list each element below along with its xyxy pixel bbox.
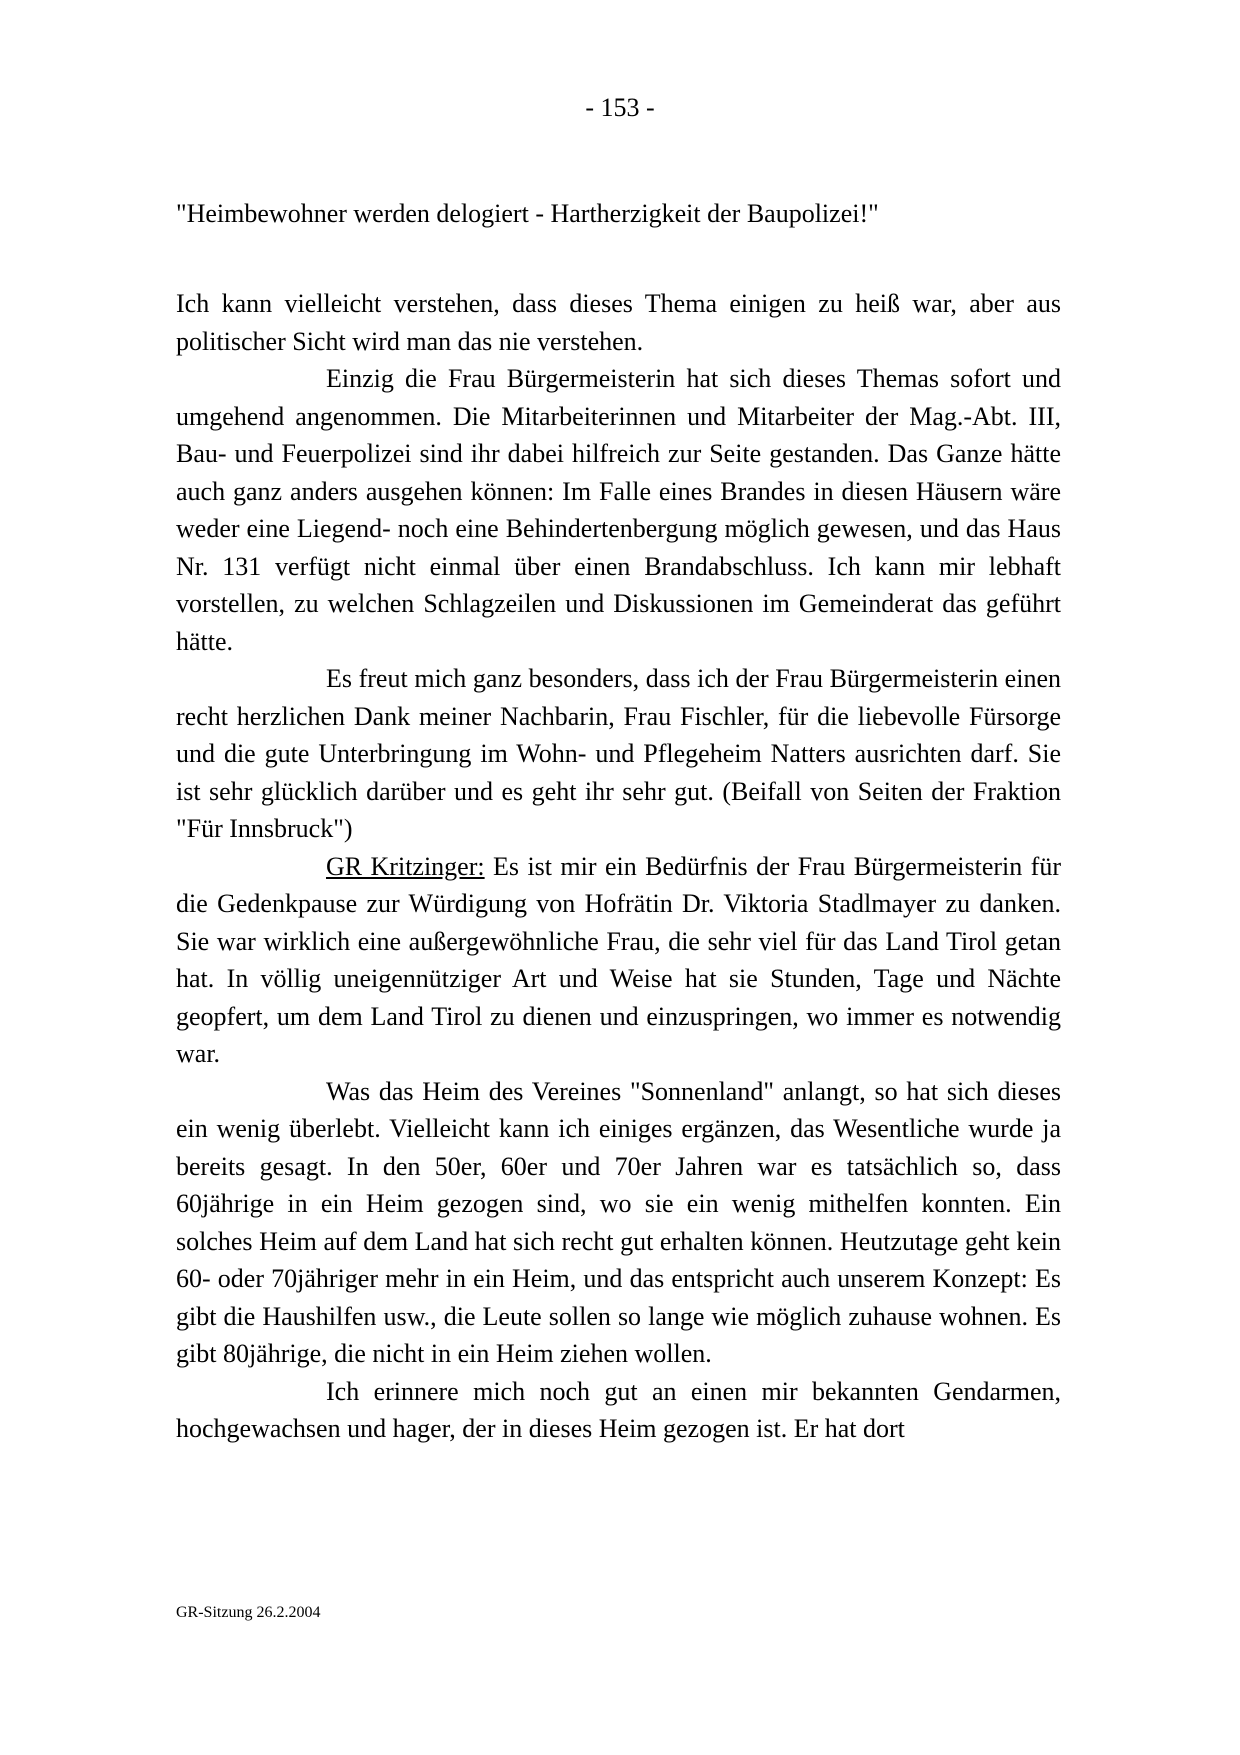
paragraph: Was das Heim des Vereines "Sonnenland" anlangt, so hat sich dieses ein wenig überlebt. Vielleicht kann ich einiges ergänzen, das Wesentliche wurde ja bereits gesagt. In den 50er, 60er und 70er Jahren war es tatsächlich so, dass 60jährige in ein Heim gezogen sind, wo sie ein wenig mithelfen konnten. Ein solches Heim auf dem Land hat sich recht gut erhalten können. Heutzutage geht kein 60- oder 70jähriger mehr in ein Heim, und das entspricht auch unserem Konzept: Es gibt die Haushilfen usw., die Leute sollen so lange wie möglich zuhause wohnen. Es gibt 80jährige, die nicht in ein Heim ziehen wollen. — [176, 1076, 1061, 1368]
footer-session-date: GR-Sitzung 26.2.2004 — [176, 1604, 321, 1621]
section-heading: "Heimbewohner werden delogiert - Hartherzigkeit der Baupolizei!" — [176, 199, 879, 228]
document-body — [176, 285, 1061, 1448]
speaker-statement-text: Es ist mir ein Bedürfnis der Frau Bürgermeisterin für die Gedenkpause zur Würdigung von Hofrätin Dr. Viktoria Stadlmayer zu danken. Sie war wirklich eine außergewöhnliche Frau, die sehr viel für das Land Tirol getan hat. In völlig uneigennütziger Art und Weise hat sie Stunden, Tage und Nächte geopfert, um dem Land Tirol zu dienen und einzuspringen, wo immer es notwendig war. — [176, 851, 1061, 1068]
paragraph-speaker-statement — [176, 848, 1061, 1073]
paragraph: Einzig die Frau Bürgermeisterin hat sich dieses Themas sofort und umgehend angenommen. Die Mitarbeiterinnen und Mitarbeiter der Mag.-Abt. III, Bau- und Feuerpolizei sind ihr dabei hilfreich zur Seite gestanden. Das Ganze hätte auch ganz anders ausgehen können: Im Falle eines Brandes in diesen Häusern wäre weder eine Liegend- noch eine Behindertenbergung möglich gewesen, und das Haus Nr. 131 verfügt nicht einmal über einen Brandabschluss. Ich kann mir lebhaft vorstellen, zu welchen Schlagzeilen und Diskussionen im Gemeinderat das geführt hätte. — [176, 364, 1061, 656]
page-number: - 153 - — [585, 93, 655, 122]
paragraph: Es freut mich ganz besonders, dass ich der Frau Bürgermeisterin einen recht herzlichen Dank meiner Nachbarin, Frau Fischler, für die liebevolle Fürsorge und die gute Unterbringung im Wohn- und Pflegeheim Natters ausrichten darf. Sie ist sehr glücklich darüber und es geht ihr sehr gut. (Beifall von Seiten der Fraktion "Für Innsbruck") — [176, 664, 1061, 843]
paragraph: Ich kann vielleicht verstehen, dass dieses Thema einigen zu heiß war, aber aus politischer Sicht wird man das nie verstehen. — [176, 289, 1061, 356]
speaker-name: GR Kritzinger: — [326, 851, 485, 881]
paragraph: Ich erinnere mich noch gut an einen mir bekannten Gendarmen, hochgewachsen und hager, der in dieses Heim gezogen ist. Er hat dort — [176, 1376, 1061, 1443]
